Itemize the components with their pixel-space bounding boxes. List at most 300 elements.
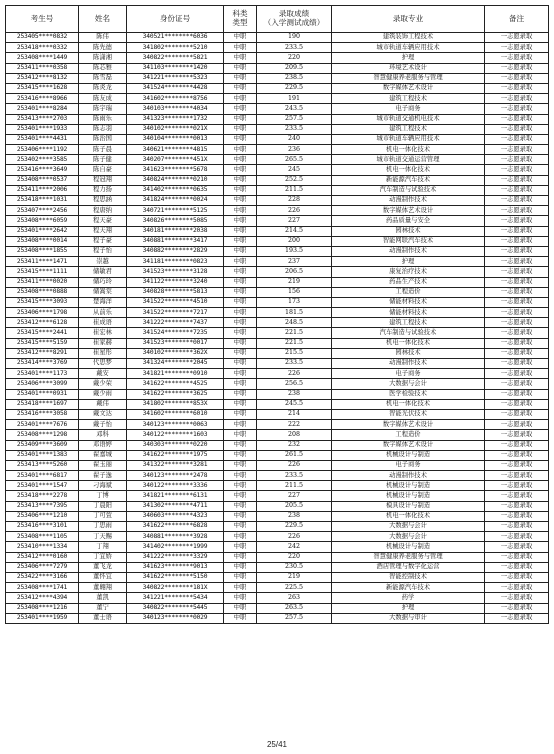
category-cell: 中职	[224, 318, 257, 328]
category-cell: 中职	[224, 43, 257, 53]
header-major: 录取专业	[332, 6, 485, 33]
name-cell: 从前乐	[79, 308, 127, 318]
remark-cell: 一志愿录取	[485, 114, 549, 124]
exam-no-cell: 253410****1334	[6, 542, 79, 552]
exam-no-cell: 253401****1383	[6, 450, 79, 460]
remark-cell: 一志愿录取	[485, 145, 549, 155]
remark-cell: 一志愿录取	[485, 226, 549, 236]
table-row	[6, 399, 549, 409]
id-card-cell: 341622********1975	[127, 450, 224, 460]
table-row	[6, 114, 549, 124]
major-cell: 建筑工程技术	[332, 124, 485, 134]
score-cell: 243.5	[257, 104, 332, 114]
id-card-cell: 340621********4815	[127, 145, 224, 155]
exam-no-cell: 253408****1298	[6, 430, 79, 440]
table-row	[6, 511, 549, 521]
major-cell: 城市轨道车辆应用技术	[332, 134, 485, 144]
score-cell: 257.5	[257, 613, 332, 623]
category-cell: 中职	[224, 593, 257, 603]
remark-cell: 一志愿录取	[485, 359, 549, 369]
category-cell: 中职	[224, 379, 257, 389]
name-cell: 崔星彤	[79, 348, 127, 358]
category-cell: 中职	[224, 409, 257, 419]
id-card-cell: 340822********5821	[127, 53, 224, 63]
score-cell: 263	[257, 593, 332, 603]
name-cell: 储嵩棠	[79, 287, 127, 297]
name-cell: 程力扬	[79, 185, 127, 195]
major-cell: 智慧健康养老服务与管理	[332, 73, 485, 83]
category-cell: 中职	[224, 165, 257, 175]
admission-table	[5, 5, 549, 624]
score-cell: 236	[257, 145, 332, 155]
major-cell: 数字媒体艺术设计	[332, 440, 485, 450]
exam-no-cell: 253413****7395	[6, 501, 79, 511]
remark-cell: 一志愿录取	[485, 73, 549, 83]
exam-no-cell: 253416****8966	[6, 94, 79, 104]
category-cell: 中职	[224, 522, 257, 532]
category-cell: 中职	[224, 603, 257, 613]
major-cell: 园林技术	[332, 348, 485, 358]
name-cell: 董宁	[79, 603, 127, 613]
exam-no-cell: 253406****3099	[6, 379, 79, 389]
table-row	[6, 83, 549, 93]
score-cell: 221.5	[257, 338, 332, 348]
name-cell: 邓语婷	[79, 440, 127, 450]
table-row	[6, 409, 549, 419]
exam-no-cell: 253401****4431	[6, 134, 79, 144]
header-id-card: 身份证号	[127, 6, 224, 33]
remark-cell: 一志愿录取	[485, 185, 549, 195]
id-card-cell: 341524********4428	[127, 83, 224, 93]
name-cell: 代思梦	[79, 359, 127, 369]
remark-cell: 一志愿录取	[485, 83, 549, 93]
id-card-cell: 341402********0635	[127, 185, 224, 195]
table-row	[6, 145, 549, 155]
major-cell: 建筑工程技术	[332, 94, 485, 104]
name-cell: 丁博	[79, 491, 127, 501]
table-row	[6, 532, 549, 542]
exam-no-cell: 253408****1105	[6, 532, 79, 542]
major-cell: 电子商务	[332, 369, 485, 379]
category-cell: 中职	[224, 297, 257, 307]
category-cell: 中职	[224, 155, 257, 165]
category-cell: 中职	[224, 511, 257, 521]
id-card-cell: 341821********6131	[127, 491, 224, 501]
id-card-cell: 341523********3128	[127, 267, 224, 277]
id-card-cell: 341522********4510	[127, 297, 224, 307]
name-cell: 陈雨乐	[79, 114, 127, 124]
id-card-cell: 341324********2045	[127, 359, 224, 369]
name-cell: 陈伟	[79, 33, 127, 43]
category-cell: 中职	[224, 277, 257, 287]
id-card-cell: 340102********021X	[127, 124, 224, 134]
exam-no-cell: 253412****0160	[6, 552, 79, 562]
id-card-cell: 340881********3928	[127, 532, 224, 542]
exam-no-cell: 253411****0358	[6, 63, 79, 73]
table-row	[6, 53, 549, 63]
table-row	[6, 491, 549, 501]
exam-no-cell: 253401****0931	[6, 389, 79, 399]
score-cell: 214	[257, 409, 332, 419]
exam-no-cell: 253407****2456	[6, 206, 79, 216]
score-cell: 211.5	[257, 185, 332, 195]
table-row	[6, 277, 549, 287]
remark-cell: 一志愿录取	[485, 583, 549, 593]
major-cell: 模具设计与制造	[332, 501, 485, 511]
category-cell: 中职	[224, 613, 257, 623]
score-cell: 208	[257, 430, 332, 440]
id-card-cell: 341181********0823	[127, 257, 224, 267]
name-cell: 程天豪	[79, 216, 127, 226]
remark-cell: 一志愿录取	[485, 297, 549, 307]
name-cell: 刁海斌	[79, 481, 127, 491]
exam-no-cell: 253411****1471	[6, 257, 79, 267]
remark-cell: 一志愿录取	[485, 257, 549, 267]
major-cell: 药品生产技术	[332, 277, 485, 287]
name-cell: 丁思雨	[79, 522, 127, 532]
major-cell: 药品质量与安全	[332, 216, 485, 226]
exam-no-cell: 253416****3058	[6, 409, 79, 419]
category-cell: 中职	[224, 562, 257, 572]
table-row	[6, 308, 549, 318]
table-row	[6, 379, 549, 389]
major-cell: 新能源汽车技术	[332, 583, 485, 593]
table-row	[6, 552, 549, 562]
major-cell: 数字媒体艺术设计	[332, 420, 485, 430]
name-cell: 翟子逸	[79, 471, 127, 481]
id-card-cell: 341122********3240	[127, 277, 224, 287]
category-cell: 中职	[224, 134, 257, 144]
id-card-cell: 340521********6036	[127, 33, 224, 43]
exam-no-cell: 253412****4394	[6, 593, 79, 603]
category-cell: 中职	[224, 328, 257, 338]
table-row	[6, 297, 549, 307]
remark-cell: 一志愿录取	[485, 206, 549, 216]
table-row	[6, 613, 549, 623]
score-cell: 226	[257, 206, 332, 216]
id-card-cell: 341221********5323	[127, 73, 224, 83]
score-cell: 226	[257, 532, 332, 542]
table-row	[6, 165, 549, 175]
exam-no-cell: 253401****1933	[6, 124, 79, 134]
major-cell: 护理	[332, 53, 485, 63]
remark-cell: 一志愿录取	[485, 267, 549, 277]
category-cell: 中职	[224, 491, 257, 501]
exam-no-cell: 253406****1210	[6, 511, 79, 521]
major-cell: 机械设计与制造	[332, 481, 485, 491]
name-cell: 陈雪磊	[79, 73, 127, 83]
remark-cell: 一志愿录取	[485, 542, 549, 552]
category-cell: 中职	[224, 124, 257, 134]
name-cell: 丁可萱	[79, 511, 127, 521]
score-cell: 205.5	[257, 501, 332, 511]
name-cell: 程天翔	[79, 226, 127, 236]
remark-cell: 一志愿录取	[485, 511, 549, 521]
name-cell: 崔宏林	[79, 328, 127, 338]
name-cell: 陈自豪	[79, 165, 127, 175]
remark-cell: 一志愿录取	[485, 379, 549, 389]
score-cell: 206.5	[257, 267, 332, 277]
major-cell: 储能材料技术	[332, 297, 485, 307]
remark-cell: 一志愿录取	[485, 471, 549, 481]
name-cell: 崔成语	[79, 318, 127, 328]
score-cell: 193.5	[257, 246, 332, 256]
table-row	[6, 318, 549, 328]
remark-cell: 一志愿录取	[485, 399, 549, 409]
score-cell: 245.5	[257, 399, 332, 409]
category-cell: 中职	[224, 420, 257, 430]
table-row	[6, 63, 549, 73]
exam-no-cell: 253422****3166	[6, 572, 79, 582]
id-card-cell: 341824********0024	[127, 196, 224, 206]
remark-cell: 一志愿录取	[485, 389, 549, 399]
exam-no-cell: 253402****3585	[6, 155, 79, 165]
remark-cell: 一志愿录取	[485, 552, 549, 562]
id-card-cell: 341602********8756	[127, 94, 224, 104]
category-cell: 中职	[224, 389, 257, 399]
major-cell: 机电一体化技术	[332, 511, 485, 521]
category-cell: 中职	[224, 450, 257, 460]
remark-cell: 一志愿录取	[485, 94, 549, 104]
major-cell: 机械设计与制造	[332, 450, 485, 460]
score-cell: 209.5	[257, 63, 332, 73]
score-cell: 219	[257, 277, 332, 287]
score-cell: 263.5	[257, 603, 332, 613]
remark-cell: 一志愿录取	[485, 124, 549, 134]
major-cell: 园林技术	[332, 226, 485, 236]
category-cell: 中职	[224, 63, 257, 73]
score-cell: 261.5	[257, 450, 332, 460]
id-card-cell: 340881********3417	[127, 236, 224, 246]
name-cell: 储敏君	[79, 267, 127, 277]
table-row	[6, 348, 549, 358]
score-cell: 222	[257, 420, 332, 430]
exam-no-cell: 253401****2642	[6, 226, 79, 236]
table-row	[6, 603, 549, 613]
table-row	[6, 226, 549, 236]
id-card-cell: 340103********4034	[127, 104, 224, 114]
category-cell: 中职	[224, 287, 257, 297]
score-cell: 242	[257, 542, 332, 552]
id-card-cell: 340826********5085	[127, 216, 224, 226]
name-cell: 陈宇瑞	[79, 104, 127, 114]
exam-no-cell: 253413****5260	[6, 460, 79, 470]
table-row	[6, 155, 549, 165]
id-card-cell: 341523********0017	[127, 338, 224, 348]
id-card-cell: 340207********451X	[127, 155, 224, 165]
category-cell: 中职	[224, 481, 257, 491]
table-row	[6, 460, 549, 470]
table-row	[6, 583, 549, 593]
major-cell: 建筑工程技术	[332, 318, 485, 328]
header-remark: 备注	[485, 6, 549, 33]
name-cell: 程冠翔	[79, 175, 127, 185]
name-cell: 陈志羽	[79, 124, 127, 134]
category-cell: 中职	[224, 471, 257, 481]
category-cell: 中职	[224, 94, 257, 104]
exam-no-cell: 253415****1111	[6, 267, 79, 277]
name-cell: 陈治国	[79, 134, 127, 144]
score-cell: 211.5	[257, 481, 332, 491]
id-card-cell: 340882********2829	[127, 246, 224, 256]
name-cell: 翟嘉城	[79, 450, 127, 460]
id-card-cell: 340828********5813	[127, 287, 224, 297]
category-cell: 中职	[224, 104, 257, 114]
id-card-cell: 341323********1732	[127, 114, 224, 124]
major-cell: 建筑装饰工程技术	[332, 33, 485, 43]
major-cell: 机电一体化技术	[332, 399, 485, 409]
remark-cell: 一志愿录取	[485, 522, 549, 532]
major-cell: 电子商务	[332, 104, 485, 114]
table-row	[6, 593, 549, 603]
category-cell: 中职	[224, 440, 257, 450]
score-cell: 245	[257, 165, 332, 175]
remark-cell: 一志愿录取	[485, 348, 549, 358]
category-cell: 中职	[224, 552, 257, 562]
exam-no-cell: 253416****3649	[6, 165, 79, 175]
score-cell: 252.5	[257, 175, 332, 185]
id-card-cell: 340822********5445	[127, 603, 224, 613]
name-cell: 程子怡	[79, 246, 127, 256]
exam-no-cell: 253406****1798	[6, 308, 79, 318]
category-cell: 中职	[224, 53, 257, 63]
id-card-cell: 340122********3336	[127, 481, 224, 491]
id-card-cell: 341522********7217	[127, 308, 224, 318]
score-cell: 173	[257, 297, 332, 307]
exam-no-cell: 253413****2703	[6, 114, 79, 124]
remark-cell: 一志愿录取	[485, 420, 549, 430]
table-body	[6, 33, 549, 624]
exam-no-cell: 253408****0537	[6, 175, 79, 185]
remark-cell: 一志愿录取	[485, 43, 549, 53]
remark-cell: 一志愿录取	[485, 165, 549, 175]
category-cell: 中职	[224, 73, 257, 83]
table-row	[6, 450, 549, 460]
score-cell: 233.5	[257, 124, 332, 134]
id-card-cell: 340822********181X	[127, 583, 224, 593]
major-cell: 环境艺术设计	[332, 63, 485, 73]
remark-cell: 一志愿录取	[485, 318, 549, 328]
score-cell: 229.5	[257, 83, 332, 93]
id-card-cell: 340123********2478	[127, 471, 224, 481]
table-row	[6, 338, 549, 348]
id-card-cell: 341322********3281	[127, 460, 224, 470]
remark-cell: 一志愿录取	[485, 155, 549, 165]
score-cell: 257.5	[257, 114, 332, 124]
id-card-cell: 341802********853X	[127, 399, 224, 409]
score-cell: 156	[257, 287, 332, 297]
id-card-cell: 340603********4323	[127, 511, 224, 521]
exam-no-cell: 253415****3093	[6, 297, 79, 307]
category-cell: 中职	[224, 246, 257, 256]
exam-no-cell: 253408****1855	[6, 246, 79, 256]
name-cell: 董凯	[79, 593, 127, 603]
table-row	[6, 246, 549, 256]
remark-cell: 一志愿录取	[485, 369, 549, 379]
score-cell: 220	[257, 53, 332, 63]
category-cell: 中职	[224, 348, 257, 358]
category-cell: 中职	[224, 206, 257, 216]
major-cell: 汽车制造与试验技术	[332, 185, 485, 195]
name-cell: 陈潇湘	[79, 53, 127, 63]
major-cell: 智能网联汽车技术	[332, 236, 485, 246]
exam-no-cell: 253408****0014	[6, 236, 79, 246]
category-cell: 中职	[224, 267, 257, 277]
exam-no-cell: 253418****1697	[6, 399, 79, 409]
name-cell: 戴子怡	[79, 420, 127, 430]
major-cell: 城市轨道交通运营管理	[332, 155, 485, 165]
score-cell: 219	[257, 572, 332, 582]
major-cell: 护理	[332, 257, 485, 267]
table-row	[6, 196, 549, 206]
score-cell: 226	[257, 369, 332, 379]
exam-no-cell: 253418****0332	[6, 43, 79, 53]
name-cell: 翟玉丽	[79, 460, 127, 470]
name-cell: 董翱翔	[79, 583, 127, 593]
category-cell: 中职	[224, 369, 257, 379]
category-cell: 中职	[224, 226, 257, 236]
table-row	[6, 522, 549, 532]
remark-cell: 一志愿录取	[485, 104, 549, 114]
id-card-cell: 340303********0220	[127, 440, 224, 450]
major-cell: 电子商务	[332, 460, 485, 470]
id-card-cell: 341222********3329	[127, 552, 224, 562]
table-row	[6, 73, 549, 83]
remark-cell: 一志愿录取	[485, 593, 549, 603]
score-cell: 191	[257, 94, 332, 104]
major-cell: 大数据与会计	[332, 379, 485, 389]
score-cell: 227	[257, 491, 332, 501]
name-cell: 丁翔	[79, 542, 127, 552]
page-number: 25/41	[266, 740, 288, 749]
remark-cell: 一志愿录取	[485, 440, 549, 450]
name-cell: 崇越	[79, 257, 127, 267]
major-cell: 机械设计与制造	[332, 491, 485, 501]
category-cell: 中职	[224, 359, 257, 369]
name-cell: 陈友成	[79, 94, 127, 104]
table-row	[6, 206, 549, 216]
id-card-cell: 340721********5125	[127, 206, 224, 216]
exam-no-cell: 253401****6817	[6, 471, 79, 481]
table-row	[6, 257, 549, 267]
id-card-cell: 340123********0029	[127, 613, 224, 623]
id-card-cell: 341802********5210	[127, 43, 224, 53]
exam-no-cell: 253415****2441	[6, 328, 79, 338]
remark-cell: 一志愿录取	[485, 409, 549, 419]
name-cell: 陈炎龙	[79, 83, 127, 93]
category-cell: 中职	[224, 532, 257, 542]
name-cell: 董士语	[79, 613, 127, 623]
exam-no-cell: 253408****1449	[6, 53, 79, 63]
remark-cell: 一志愿录取	[485, 216, 549, 226]
name-cell: 董飞龙	[79, 562, 127, 572]
id-card-cell: 341821********0910	[127, 369, 224, 379]
remark-cell: 一志愿录取	[485, 338, 549, 348]
exam-no-cell: 253411****0020	[6, 277, 79, 287]
remark-cell: 一志愿录取	[485, 562, 549, 572]
category-cell: 中职	[224, 236, 257, 246]
category-cell: 中职	[224, 196, 257, 206]
score-cell: 233.5	[257, 471, 332, 481]
table-row	[6, 185, 549, 195]
name-cell: 丁天赐	[79, 532, 127, 542]
score-cell: 238	[257, 511, 332, 521]
name-cell: 丁晨阳	[79, 501, 127, 511]
exam-no-cell: 253412****8132	[6, 73, 79, 83]
score-cell: 181.5	[257, 308, 332, 318]
table-row	[6, 471, 549, 481]
major-cell: 动漫制作技术	[332, 359, 485, 369]
